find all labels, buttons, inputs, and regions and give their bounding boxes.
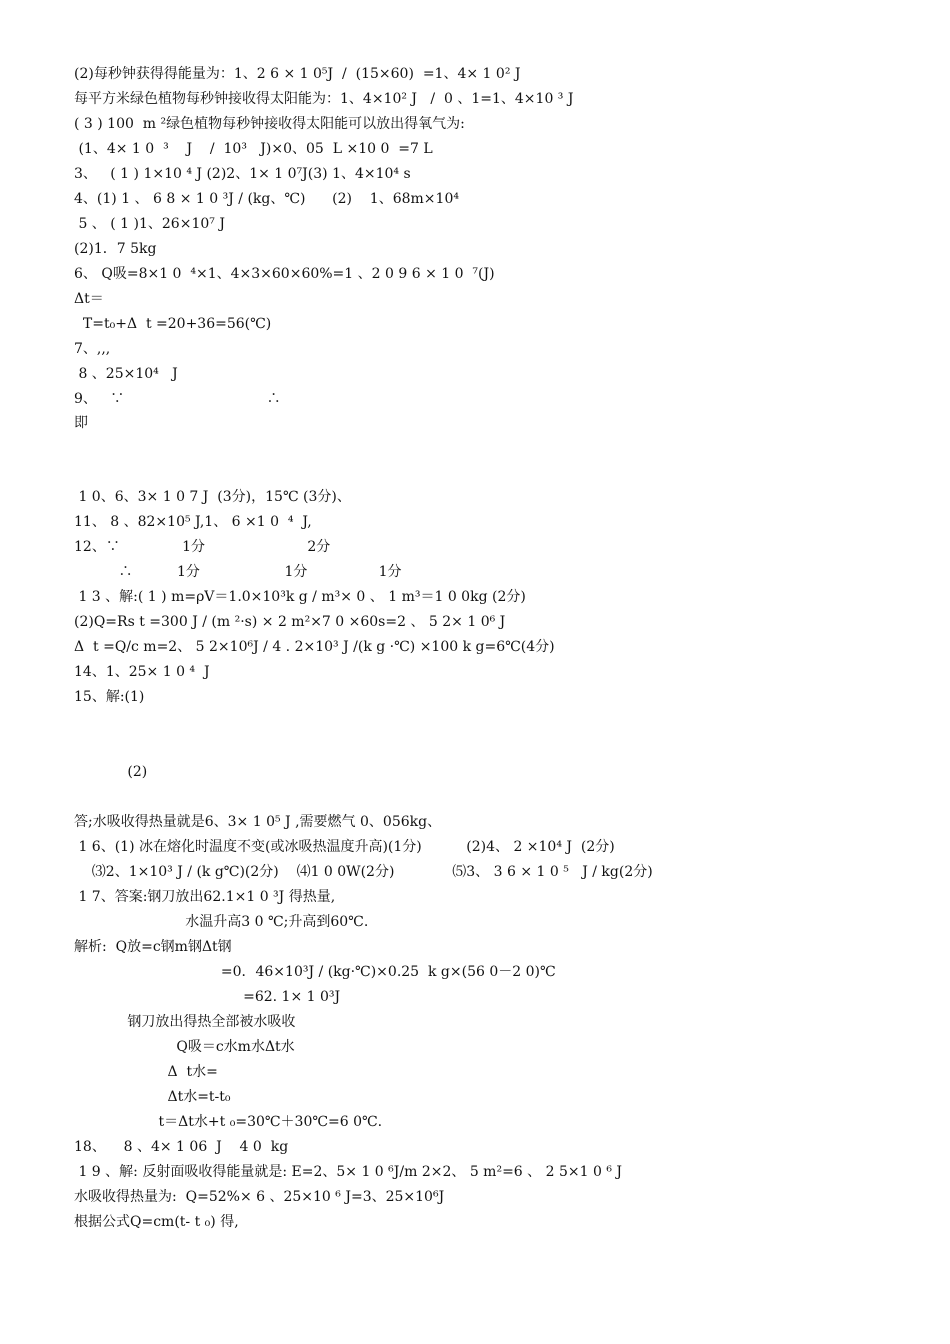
text-line: Δ t水=: [74, 1064, 218, 1080]
text-line: 5 、 ( 1 )1、26×10⁷ J: [74, 216, 225, 232]
text-line: 每平方米绿色植物每秒钟接收得太阳能为：1、4×10² J / 0 、1=1、4×10 ³ J: [74, 91, 574, 107]
text-line: 1 3 、解:( 1 ) m=ρV＝1.0×10³k g / m³× 0 、 1 m³＝1 0 0kg (2分): [74, 589, 526, 605]
text-line: t＝Δt水+t ₀=30℃＋30℃=6 0℃.: [74, 1114, 383, 1130]
text-line: 水吸收得热量为: Q=52%× 6 、25×10 ⁶ J=3、25×10⁶J: [74, 1189, 445, 1205]
text-line: 1 9 、解: 反射面吸收得能量就是: E=2、5× 1 0 ⁶J/m 2×2、 5 m²=6 、 2 5×1 0 ⁶ J: [74, 1164, 622, 1180]
text-line: 14、1、25× 1 0 ⁴ J: [74, 664, 210, 680]
text-line: 即: [74, 415, 88, 431]
text-line: 6、 Q吸=8×1 0 ⁴×1、4×3×60×60%=1 、2 0 9 6 × 1 0 ⁷(J): [74, 266, 495, 282]
text-line: 解析: Q放=c钢m钢Δt钢: [74, 939, 232, 955]
text-line: T=t₀+Δ t =20+36=56(℃): [74, 316, 272, 332]
text-line: 水温升高3 0 ℃;升高到60℃.: [74, 914, 369, 930]
text-line: 1 0、6、3× 1 0 7 J (3分)，15℃ (3分)、: [74, 489, 351, 505]
text-line: 钢刀放出得热全部被水吸收: [74, 1014, 296, 1030]
text-line: ∴ 1分 1分 1分: [74, 564, 402, 580]
text-line: 15、解:(1): [74, 689, 145, 705]
text-line: ( 3 ) 100 m ²绿色植物每秒钟接收得太阳能可以放出得氧气为:: [74, 116, 465, 132]
text-line: ⑶2、1×10³ J / (k g℃)(2分) ⑷1 0 0W(2分) ⑸3、 3 6 × 1 0 ⁵ J / kg(2分): [74, 864, 653, 880]
text-line: (1、4× 1 0 ³ J / 10³ J)×0、05 L ×10 0 =7 L: [74, 141, 433, 157]
text-line: (2)1．7 5kg: [74, 241, 157, 257]
text-line: 7、,,,: [74, 341, 111, 357]
text-line: 18、 8 、4× 1 06 J 4 0 kg: [74, 1139, 289, 1155]
text-line: =0．46×10³J / (kg·℃)×0.25 k g×(56 0－2 0)℃: [74, 964, 556, 980]
text-line: 根据公式Q=cm(t- t ₀) 得,: [74, 1214, 239, 1230]
text-line: (2)每秒钟获得得能量为：1、2 6 × 1 0⁵J / (15×60) =1、4× 1 0² J: [74, 66, 521, 82]
text-line: 8 、25×10⁴ J: [74, 366, 178, 382]
text-line: 1 7、答案:钢刀放出62.1×1 0 ³J 得热量,: [74, 889, 336, 905]
text-line: Δ t =Q/c m=2、 5 2×10⁶J / 4 . 2×10³ J /(k g ·℃) ×100 k g=6℃(4分): [74, 639, 555, 655]
text-line: 1 6、(1) 冰在熔化时温度不变(或冰吸热温度升高)(1分) (2)4、 2 ×10⁴ J (2分): [74, 839, 615, 855]
text-line: Q吸＝c水m水Δt水: [74, 1039, 295, 1055]
text-line: (2): [74, 764, 148, 780]
text-line: 3、 ( 1 ) 1×10 ⁴ J (2)2、1× 1 0⁷J(3) 1、4×10⁴ s: [74, 166, 411, 182]
text-line: =62. 1× 1 0³J: [74, 989, 341, 1005]
text-line: 9、 ∵ ∴: [74, 391, 281, 407]
text-line: Δt水=t-t₀: [74, 1089, 231, 1105]
text-line: 答;水吸收得热量就是6、3× 1 0⁵ J ,需要燃气 0、056kg、: [74, 814, 442, 830]
text-line: 4、(1) 1 、 6 8 × 1 0 ³J / (kg、℃) (2) 1、68m×10⁴: [74, 191, 459, 207]
text-line: Δt＝: [74, 291, 104, 307]
text-line: 11、 8 、82×10⁵ J,1、 6 ×1 0 ⁴ J,: [74, 514, 312, 530]
text-line: 12、∵ 1分 2分: [74, 539, 331, 555]
text-line: (2)Q=Rs t =300 J / (m ²·s) × 2 m²×7 0 ×60s=2 、 5 2× 1 0⁶ J: [74, 614, 506, 630]
